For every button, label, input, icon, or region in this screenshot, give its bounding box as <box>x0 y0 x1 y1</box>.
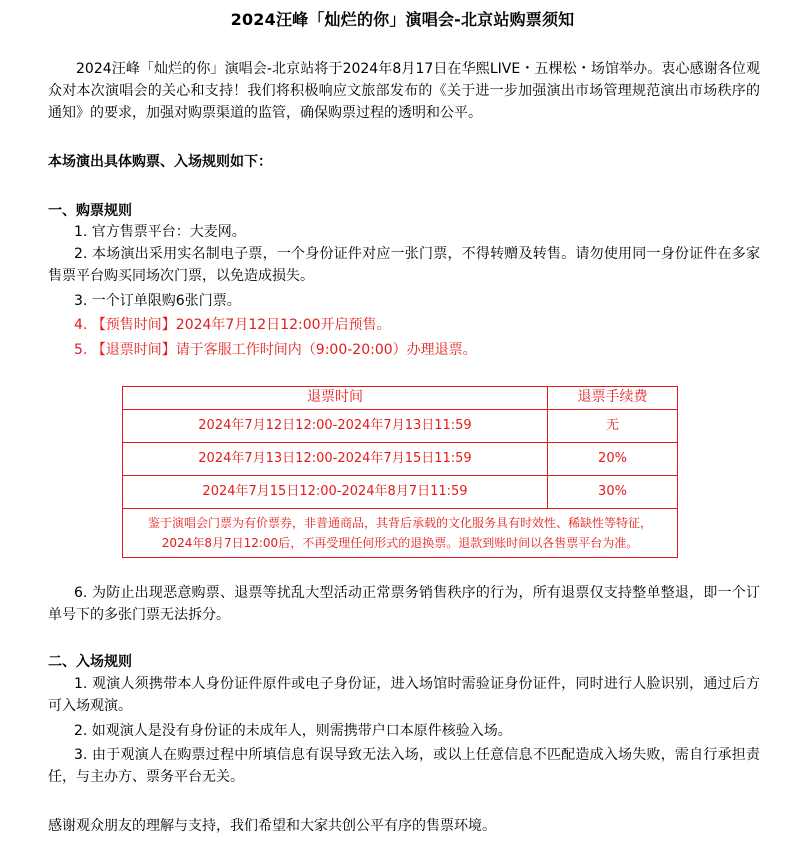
section-heading-purchase: 一、购票规则 <box>48 203 132 219</box>
refund-fee-cell: 30% <box>548 476 678 509</box>
refund-fee-table <box>122 386 678 558</box>
refund-period-cell: 2024年7月12日12:00-2024年7月13日11:59 <box>123 410 548 443</box>
purchase-rule-4-presale: 4. 【预售时间】2024年7月12日12:00开启预售。 <box>74 317 391 333</box>
refund-fee-cell: 20% <box>548 443 678 476</box>
table-row <box>123 443 678 476</box>
table-row <box>123 410 678 443</box>
entry-rule-3: 3. 由于观演人在购票过程中所填信息有误导致无法入场，或以上任意信息不匹配造成入场失败，需自行承担责任，与主办方、票务平台无关。 <box>48 747 760 785</box>
entry-rule-2: 2. 如观演人是没有身份证的未成年人，则需携带户口本原件核验入场。 <box>74 723 512 739</box>
section-heading-entry: 二、入场规则 <box>48 654 132 670</box>
intro-paragraph: 2024汪峰「灿烂的你」演唱会-北京站将于2024年8月17日在华熙LIVE・五棵松・场馆举办。衷心感谢各位观众对本次演唱会的关心和支持！我们将积极响应文旅部发布的《关于进一步加强演出市场管理规范演出市场秩序的通知》的要求，加强对购票渠道的监管，确保购票过程的透明和公平。 <box>48 61 760 121</box>
purchase-rule-1: 1. 官方售票平台：大麦网。 <box>74 224 246 240</box>
table-row <box>123 476 678 509</box>
refund-note-cell <box>123 509 678 558</box>
refund-note-line-1: 鉴于演唱会门票为有价票券，非普通商品，其背后承载的文化服务具有时效性、稀缺性等特征， <box>147 516 652 530</box>
refund-table-header-row <box>123 387 678 410</box>
refund-period-cell: 2024年7月13日12:00-2024年7月15日11:59 <box>123 443 548 476</box>
purchase-rule-5-refund-time: 5. 【退票时间】请于客服工作时间内（9:00-20:00）办理退票。 <box>74 342 477 358</box>
refund-note-line-2: 2024年8月7日12:00后，不再受理任何形式的退换票。退款到账时间以各售票平台为准。 <box>161 536 639 550</box>
refund-fee-cell: 无 <box>548 410 678 443</box>
refund-note-row <box>123 509 678 558</box>
closing-paragraph: 感谢观众朋友的理解与支持，我们希望和大家共创公平有序的售票环境。 <box>48 818 496 834</box>
document-title: 2024汪峰「灿烂的你」演唱会-北京站购票须知 <box>230 10 575 29</box>
entry-rule-1: 1. 观演人须携带本人身份证件原件或电子身份证，进入场馆时需验证身份证件，同时进行人脸识别，通过后方可入场观演。 <box>48 676 760 714</box>
purchase-rule-6: 6. 为防止出现恶意购票、退票等扰乱大型活动正常票务销售秩序的行为，所有退票仅支持整单整退，即一个订单号下的多张门票无法拆分。 <box>48 585 760 623</box>
refund-table-header-fee: 退票手续费 <box>548 387 678 410</box>
refund-table-header-time: 退票时间 <box>123 387 548 410</box>
refund-period-cell: 2024年7月15日12:00-2024年8月7日11:59 <box>123 476 548 509</box>
purchase-rule-2: 2. 本场演出采用实名制电子票，一个身份证件对应一张门票，不得转赠及转售。请勿使用同一身份证件在多家售票平台购买同场次门票，以免造成损失。 <box>48 246 760 284</box>
rules-heading: 本场演出具体购票、入场规则如下： <box>48 154 272 170</box>
purchase-rule-3: 3. 一个订单限购6张门票。 <box>74 293 241 309</box>
